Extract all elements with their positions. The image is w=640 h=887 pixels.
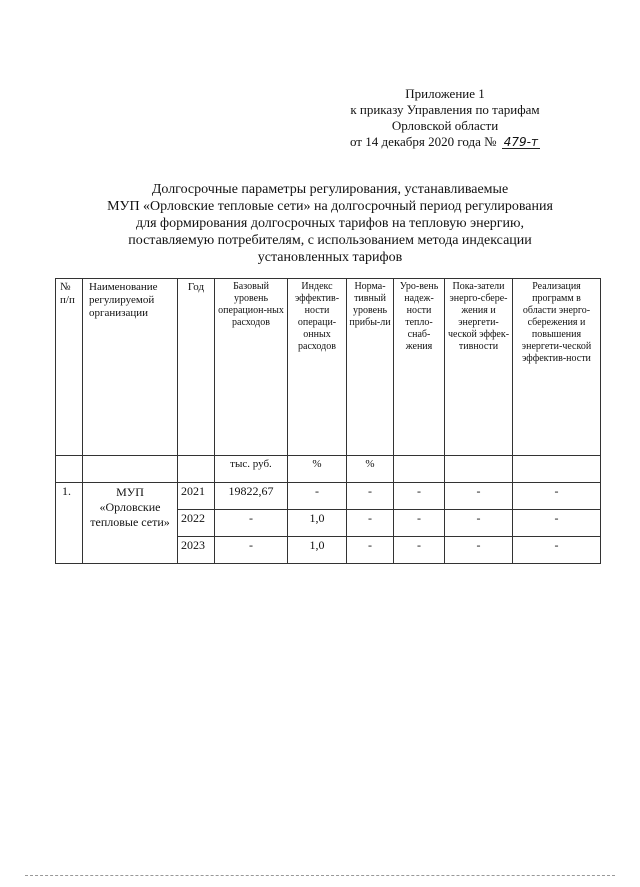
header-energy-indicators: Пока-затели энерго-сбере-жения и энергети-ческой эффек-тивности [445,279,513,456]
row-energy: - [445,510,513,537]
row-index: 1,0 [288,510,347,537]
row-programs: - [513,510,601,537]
header-programs: Реализация программ в области энерго-сбережения и повышения энергети-ческой эффектив-ности [513,279,601,456]
appendix-block [300,86,590,150]
row-norm: - [347,483,394,510]
row-programs: - [513,483,601,510]
title-line-1: Долгосрочные параметры регулирования, устанавливаемые [151,182,509,197]
units-empty-reliability [394,456,445,483]
row-number: 1. [56,483,83,564]
organization-name: МУП «Орловские тепловые сети» [83,483,178,564]
row-reliability: - [394,510,445,537]
row-energy: - [445,483,513,510]
parameters-table [55,278,601,564]
table-units-row [56,456,601,483]
row-programs: - [513,537,601,564]
order-number-handwritten: 479-т [503,135,539,149]
row-year: 2022 [178,510,215,537]
row-norm: - [347,510,394,537]
row-reliability: - [394,537,445,564]
units-empty-num [56,456,83,483]
row-base: - [215,537,288,564]
appendix-order-ref: к приказу Управления по тарифам [350,102,540,117]
units-empty-year [178,456,215,483]
table-header-row [56,279,601,456]
header-efficiency-index: Индекс эффектив-ности операци-онных расходов [288,279,347,456]
header-normative-profit: Норма-тивный уровень прибы-ли [347,279,394,456]
units-empty-energy [445,456,513,483]
document-title [80,181,580,266]
appendix-region: Орловской области [391,118,499,133]
table-row [56,483,601,510]
title-line-2: МУП «Орловские тепловые сети» на долгосрочный период регулирования [107,199,553,214]
title-line-5: установленных тарифов [257,250,403,265]
row-norm: - [347,537,394,564]
header-num: № п/п [56,279,83,456]
row-base: - [215,510,288,537]
header-reliability: Уро-вень надеж-ности тепло-снаб-жения [394,279,445,456]
row-base: 19822,67 [215,483,288,510]
header-base-opex: Базовый уровень операцион-ных расходов [215,279,288,456]
units-index: % [288,456,347,483]
row-index: 1,0 [288,537,347,564]
row-energy: - [445,537,513,564]
appendix-date: от 14 декабря 2020 года № [349,134,497,149]
header-organization: Наименование регулируемой организации [83,279,178,456]
title-line-4: поставляемую потребителям, с использованием метода индексации [128,233,532,248]
header-year: Год [178,279,215,456]
appendix-date-line [300,134,590,150]
row-year: 2021 [178,483,215,510]
row-reliability: - [394,483,445,510]
row-index: - [288,483,347,510]
units-base: тыс. руб. [215,456,288,483]
title-line-3: для формирования долгосрочных тарифов на тепловую энергию, [136,216,524,231]
appendix-title: Приложение 1 [405,86,485,101]
units-norm: % [347,456,394,483]
row-year: 2023 [178,537,215,564]
units-empty-org [83,456,178,483]
page-bottom-divider [25,875,615,876]
units-empty-programs [513,456,601,483]
